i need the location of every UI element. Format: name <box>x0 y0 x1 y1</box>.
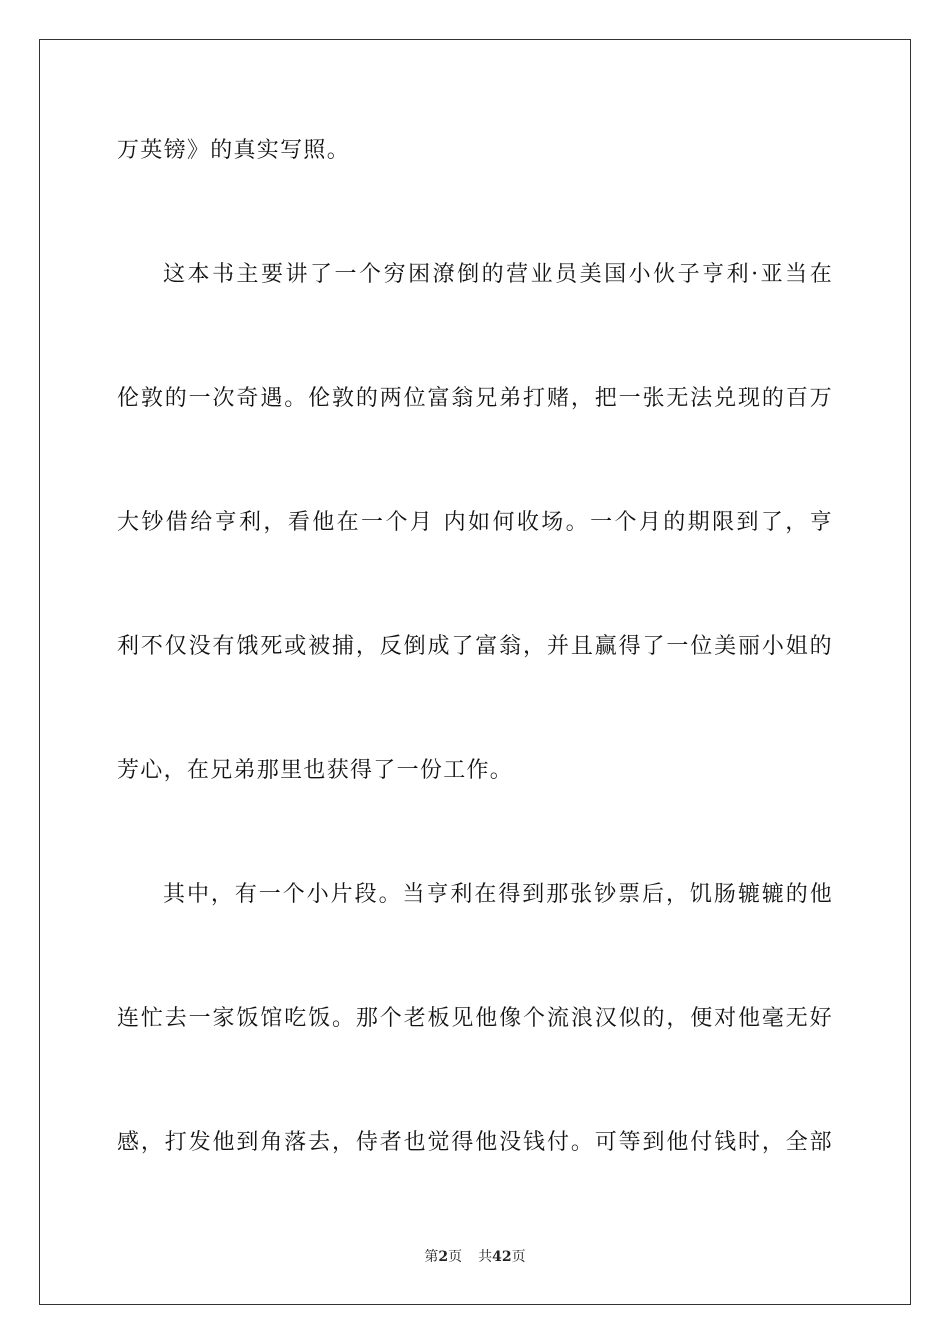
text-line-4: 大钞借给亨利，看他在一个月 内如何收场。一个月的期限到了，亨 <box>117 510 833 535</box>
total-suffix: 页 <box>511 1249 526 1265</box>
text-line-2: 这本书主要讲了一个穷困潦倒的营业员美国小伙子亨利·亚当在 <box>163 262 833 287</box>
text-line-3: 伦敦的一次奇遇。伦敦的两位富翁兄弟打赌，把一张无法兑现的百万 <box>117 386 833 411</box>
text-line-8: 连忙去一家饭馆吃饭。那个老板见他像个流浪汉似的，便对他毫无好 <box>117 1006 833 1031</box>
text-line-1: 万英镑》的真实写照。 <box>117 138 351 163</box>
text-line-9: 感，打发他到角落去，侍者也觉得他没钱付。可等到他付钱时，全部 <box>117 1130 833 1155</box>
page-number: 2 <box>438 1249 449 1265</box>
text-line-7: 其中，有一个小片段。当亨利在得到那张钞票后，饥肠辘辘的他 <box>163 882 833 907</box>
page-prefix: 第 <box>424 1249 439 1265</box>
text-line-6: 芳心，在兄弟那里也获得了一份工作。 <box>117 758 514 783</box>
page-footer <box>0 1247 950 1267</box>
total-pages: 42 <box>492 1249 512 1265</box>
text-line-5: 利不仅没有饿死或被捕，反倒成了富翁，并且赢得了一位美丽小姐的 <box>117 634 833 659</box>
page-suffix: 页 <box>448 1249 463 1265</box>
page-border <box>39 39 911 1305</box>
total-prefix: 共 <box>478 1249 493 1265</box>
